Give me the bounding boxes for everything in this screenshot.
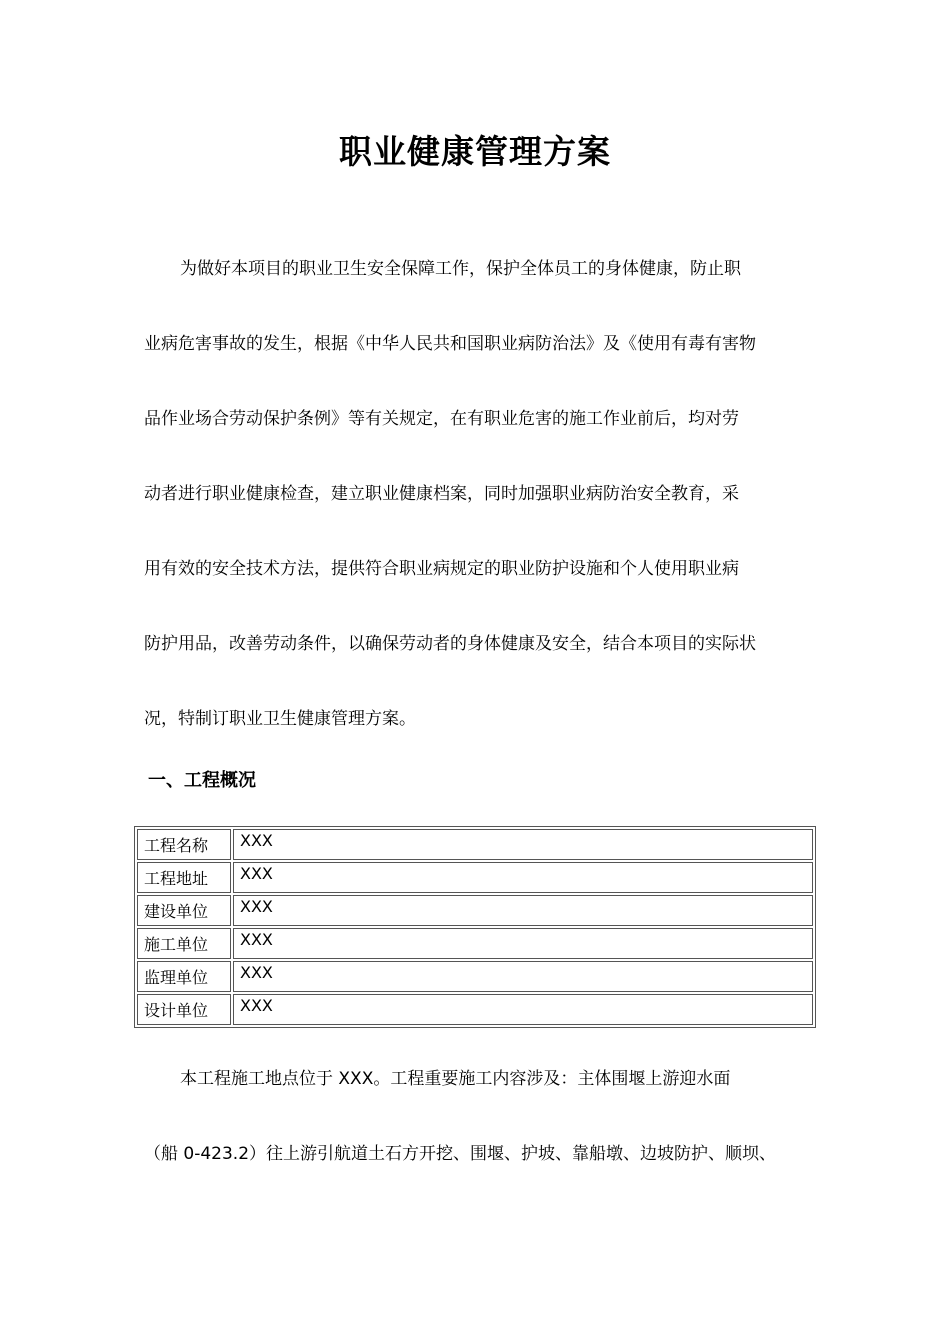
table-value: XXX — [233, 928, 813, 959]
table-value: XXX — [233, 961, 813, 992]
section-heading-overview: 一、工程概况 — [148, 770, 256, 791]
table-label: 设计单位 — [137, 994, 231, 1025]
intro-line: 为做好本项目的职业卫生安全保障工作，保护全体员工的身体健康，防止职 — [180, 259, 741, 279]
table-value: XXX — [233, 829, 813, 860]
table-label: 工程地址 — [137, 862, 231, 893]
intro-line: 用有效的安全技术方法，提供符合职业病规定的职业防护设施和个人使用职业病 — [144, 559, 739, 579]
intro-line: 防护用品，改善劳动条件，以确保劳动者的身体健康及安全，结合本项目的实际状 — [144, 634, 756, 654]
table-label: 建设单位 — [137, 895, 231, 926]
project-info-table — [134, 826, 816, 1028]
table-row — [137, 829, 813, 860]
table-row — [137, 961, 813, 992]
table-label: 施工单位 — [137, 928, 231, 959]
table-row — [137, 862, 813, 893]
table-label: 工程名称 — [137, 829, 231, 860]
table-value: XXX — [233, 994, 813, 1025]
site-line: （船 0-423.2）往上游引航道土石方开挖、围堰、护坡、靠船墩、边坡防护、顺坝、 — [144, 1144, 777, 1164]
table-row — [137, 994, 813, 1025]
table-row — [137, 895, 813, 926]
intro-line: 品作业场合劳动保护条例》等有关规定，在有职业危害的施工作业前后，均对劳 — [144, 409, 739, 429]
table-row — [137, 928, 813, 959]
intro-line: 况，特制订职业卫生健康管理方案。 — [144, 709, 416, 729]
table-value: XXX — [233, 895, 813, 926]
table-label: 监理单位 — [137, 961, 231, 992]
document-title: 职业健康管理方案 — [339, 132, 611, 171]
site-line: 本工程施工地点位于 XXX。工程重要施工内容涉及：主体围堰上游迎水面 — [180, 1069, 731, 1089]
intro-line: 业病危害事故的发生，根据《中华人民共和国职业病防治法》及《使用有毒有害物 — [144, 334, 756, 354]
site-paragraph — [144, 1042, 808, 1192]
intro-paragraph — [144, 232, 808, 757]
table-value: XXX — [233, 862, 813, 893]
intro-line: 动者进行职业健康检查，建立职业健康档案，同时加强职业病防治安全教育，采 — [144, 484, 739, 504]
